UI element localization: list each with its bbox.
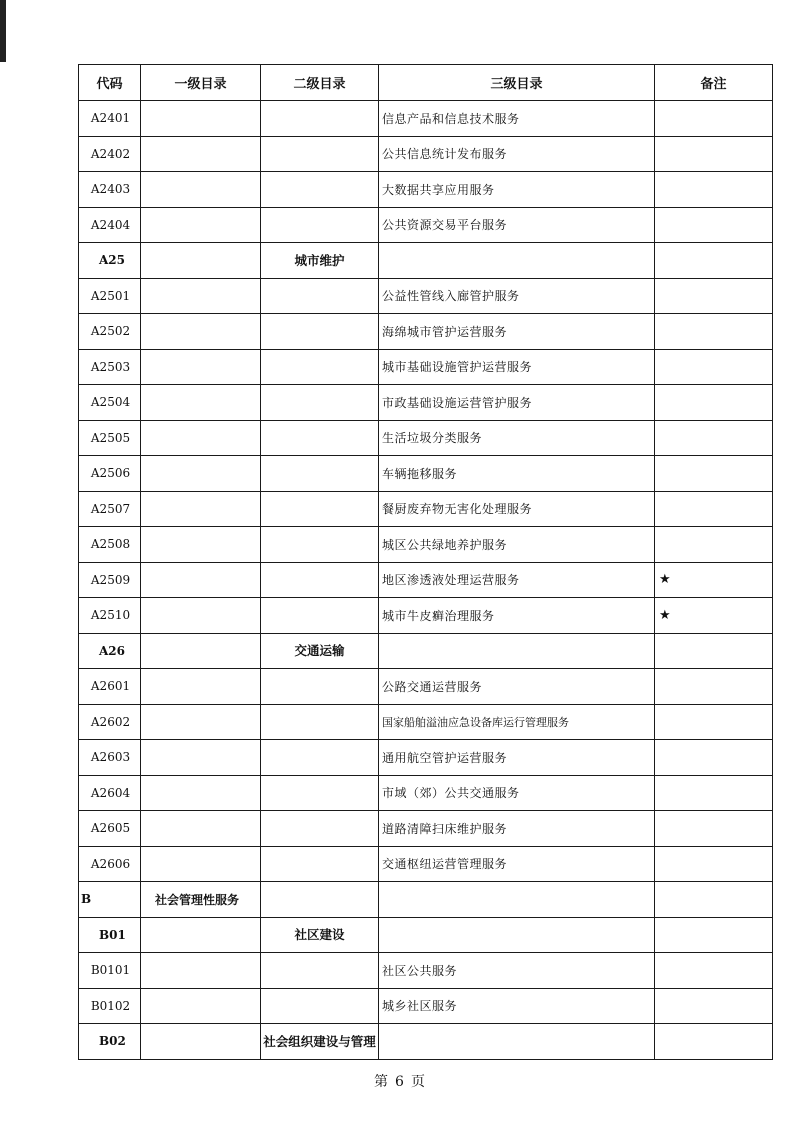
cell-level2	[261, 775, 379, 811]
cell-note	[655, 385, 773, 421]
cell-code: A2505	[79, 420, 141, 456]
cell-level3: 大数据共享应用服务	[379, 172, 655, 208]
cell-level1	[141, 101, 261, 137]
footer-prefix: 第	[374, 1074, 390, 1090]
cell-level1	[141, 846, 261, 882]
table-row	[79, 562, 773, 598]
table-row	[79, 101, 773, 137]
cell-note	[655, 207, 773, 243]
table-row	[79, 917, 773, 953]
cell-level3: 海绵城市管护运营服务	[379, 314, 655, 350]
table-row	[79, 882, 773, 918]
cell-level1	[141, 527, 261, 563]
cell-level1	[141, 953, 261, 989]
header-level2: 二级目录	[261, 65, 379, 101]
page-footer	[0, 1071, 800, 1091]
cell-level2	[261, 882, 379, 918]
cell-code: B0102	[79, 988, 141, 1024]
cell-note	[655, 811, 773, 847]
cell-code: A2401	[79, 101, 141, 137]
page-number: 6	[395, 1074, 405, 1090]
cell-level3	[379, 882, 655, 918]
cell-level1	[141, 1024, 261, 1060]
table-row	[79, 207, 773, 243]
table-row	[79, 314, 773, 350]
cell-code: A25	[79, 243, 141, 279]
cell-code: A2601	[79, 669, 141, 705]
cell-code: A2404	[79, 207, 141, 243]
cell-level1	[141, 811, 261, 847]
cell-note: ★	[655, 598, 773, 634]
table-row	[79, 775, 773, 811]
cell-level3: 城市牛皮癣治理服务	[379, 598, 655, 634]
cell-level3: 交通枢纽运营管理服务	[379, 846, 655, 882]
cell-level1	[141, 278, 261, 314]
table-row	[79, 633, 773, 669]
cell-level1	[141, 207, 261, 243]
cell-level2	[261, 953, 379, 989]
cell-code: A2403	[79, 172, 141, 208]
cell-level1	[141, 917, 261, 953]
cell-note	[655, 669, 773, 705]
table-row	[79, 349, 773, 385]
cell-level2	[261, 278, 379, 314]
table-row	[79, 278, 773, 314]
table-row	[79, 136, 773, 172]
service-catalog-table	[78, 64, 773, 1060]
header-note: 备注	[655, 65, 773, 101]
cell-code: A2606	[79, 846, 141, 882]
cell-level3: 信息产品和信息技术服务	[379, 101, 655, 137]
cell-level3	[379, 1024, 655, 1060]
table-row	[79, 1024, 773, 1060]
cell-code: A2504	[79, 385, 141, 421]
cell-level3	[379, 917, 655, 953]
footer-suffix: 页	[410, 1074, 426, 1090]
cell-note	[655, 278, 773, 314]
cell-level3: 生活垃圾分类服务	[379, 420, 655, 456]
cell-level1	[141, 669, 261, 705]
table-row	[79, 988, 773, 1024]
cell-level2	[261, 740, 379, 776]
cell-note	[655, 491, 773, 527]
table-body	[79, 101, 773, 1060]
cell-level2	[261, 172, 379, 208]
table-row	[79, 811, 773, 847]
cell-level2	[261, 456, 379, 492]
table-row	[79, 385, 773, 421]
cell-note	[655, 420, 773, 456]
cell-level2: 城市维护	[261, 243, 379, 279]
cell-note	[655, 917, 773, 953]
cell-level1	[141, 136, 261, 172]
cell-level3: 地区渗透液处理运营服务	[379, 562, 655, 598]
cell-level2	[261, 101, 379, 137]
table-row	[79, 704, 773, 740]
cell-note	[655, 172, 773, 208]
cell-level1	[141, 775, 261, 811]
cell-level2	[261, 846, 379, 882]
cell-code: A2502	[79, 314, 141, 350]
cell-level3: 道路清障扫床维护服务	[379, 811, 655, 847]
cell-code: B	[79, 882, 141, 918]
cell-code: A2506	[79, 456, 141, 492]
cell-level3: 城市基础设施管护运营服务	[379, 349, 655, 385]
table-row	[79, 740, 773, 776]
cell-level2	[261, 598, 379, 634]
cell-note	[655, 101, 773, 137]
cell-code: B02	[79, 1024, 141, 1060]
table-row	[79, 172, 773, 208]
cell-code: A2507	[79, 491, 141, 527]
cell-level3: 市域（郊）公共交通服务	[379, 775, 655, 811]
cell-level1	[141, 988, 261, 1024]
cell-level2	[261, 704, 379, 740]
cell-note	[655, 953, 773, 989]
cell-note	[655, 633, 773, 669]
cell-level2: 社区建设	[261, 917, 379, 953]
cell-level1	[141, 172, 261, 208]
cell-code: A26	[79, 633, 141, 669]
cell-code: A2509	[79, 562, 141, 598]
cell-code: A2508	[79, 527, 141, 563]
cell-level3: 公共资源交易平台服务	[379, 207, 655, 243]
table-header-row	[79, 65, 773, 101]
cell-note	[655, 988, 773, 1024]
cell-level1	[141, 420, 261, 456]
cell-level1	[141, 740, 261, 776]
cell-level2	[261, 207, 379, 243]
cell-note	[655, 349, 773, 385]
cell-code: B0101	[79, 953, 141, 989]
table-row	[79, 456, 773, 492]
cell-note	[655, 527, 773, 563]
cell-level2: 交通运输	[261, 633, 379, 669]
header-code: 代码	[79, 65, 141, 101]
cell-note	[655, 740, 773, 776]
cell-note	[655, 704, 773, 740]
cell-code: B01	[79, 917, 141, 953]
cell-level3	[379, 243, 655, 279]
cell-code: A2510	[79, 598, 141, 634]
cell-level1	[141, 562, 261, 598]
cell-code: A2501	[79, 278, 141, 314]
cell-note	[655, 456, 773, 492]
cell-level3: 公益性管线入廊管护服务	[379, 278, 655, 314]
cell-level1	[141, 633, 261, 669]
cell-level1: 社会管理性服务	[141, 882, 261, 918]
cell-note: ★	[655, 562, 773, 598]
cell-level1	[141, 704, 261, 740]
cell-level3: 公路交通运营服务	[379, 669, 655, 705]
cell-level1	[141, 314, 261, 350]
cell-code: A2604	[79, 775, 141, 811]
cell-note	[655, 882, 773, 918]
cell-level2	[261, 491, 379, 527]
table-row	[79, 846, 773, 882]
cell-code: A2605	[79, 811, 141, 847]
table-row	[79, 420, 773, 456]
cell-note	[655, 846, 773, 882]
cell-level1	[141, 385, 261, 421]
cell-level3: 市政基础设施运营管护服务	[379, 385, 655, 421]
cell-level1	[141, 491, 261, 527]
cell-level3: 通用航空管护运营服务	[379, 740, 655, 776]
cell-level3: 公共信息统计发布服务	[379, 136, 655, 172]
cell-level2	[261, 136, 379, 172]
cell-level3: 城乡社区服务	[379, 988, 655, 1024]
cell-level3: 餐厨废弃物无害化处理服务	[379, 491, 655, 527]
table-row	[79, 527, 773, 563]
table-row	[79, 491, 773, 527]
cell-level2	[261, 562, 379, 598]
cell-level3: 社区公共服务	[379, 953, 655, 989]
scan-edge-mark	[0, 0, 6, 62]
cell-note	[655, 314, 773, 350]
cell-level1	[141, 598, 261, 634]
table-row	[79, 598, 773, 634]
header-level3: 三级目录	[379, 65, 655, 101]
cell-level3: 国家船舶溢油应急设备库运行管理服务	[379, 704, 655, 740]
cell-level2: 社会组织建设与管理	[261, 1024, 379, 1060]
cell-level2	[261, 811, 379, 847]
cell-level1	[141, 349, 261, 385]
cell-level2	[261, 420, 379, 456]
cell-note	[655, 243, 773, 279]
table-row	[79, 953, 773, 989]
cell-level2	[261, 669, 379, 705]
table-row	[79, 243, 773, 279]
cell-level3: 城区公共绿地养护服务	[379, 527, 655, 563]
header-level1: 一级目录	[141, 65, 261, 101]
cell-level2	[261, 314, 379, 350]
cell-level3: 车辆拖移服务	[379, 456, 655, 492]
cell-level2	[261, 349, 379, 385]
cell-note	[655, 136, 773, 172]
cell-code: A2402	[79, 136, 141, 172]
cell-code: A2503	[79, 349, 141, 385]
cell-level3	[379, 633, 655, 669]
cell-level2	[261, 527, 379, 563]
cell-code: A2602	[79, 704, 141, 740]
cell-note	[655, 775, 773, 811]
cell-level1	[141, 243, 261, 279]
cell-note	[655, 1024, 773, 1060]
cell-code: A2603	[79, 740, 141, 776]
cell-level1	[141, 456, 261, 492]
cell-level2	[261, 385, 379, 421]
table-row	[79, 669, 773, 705]
cell-level2	[261, 988, 379, 1024]
